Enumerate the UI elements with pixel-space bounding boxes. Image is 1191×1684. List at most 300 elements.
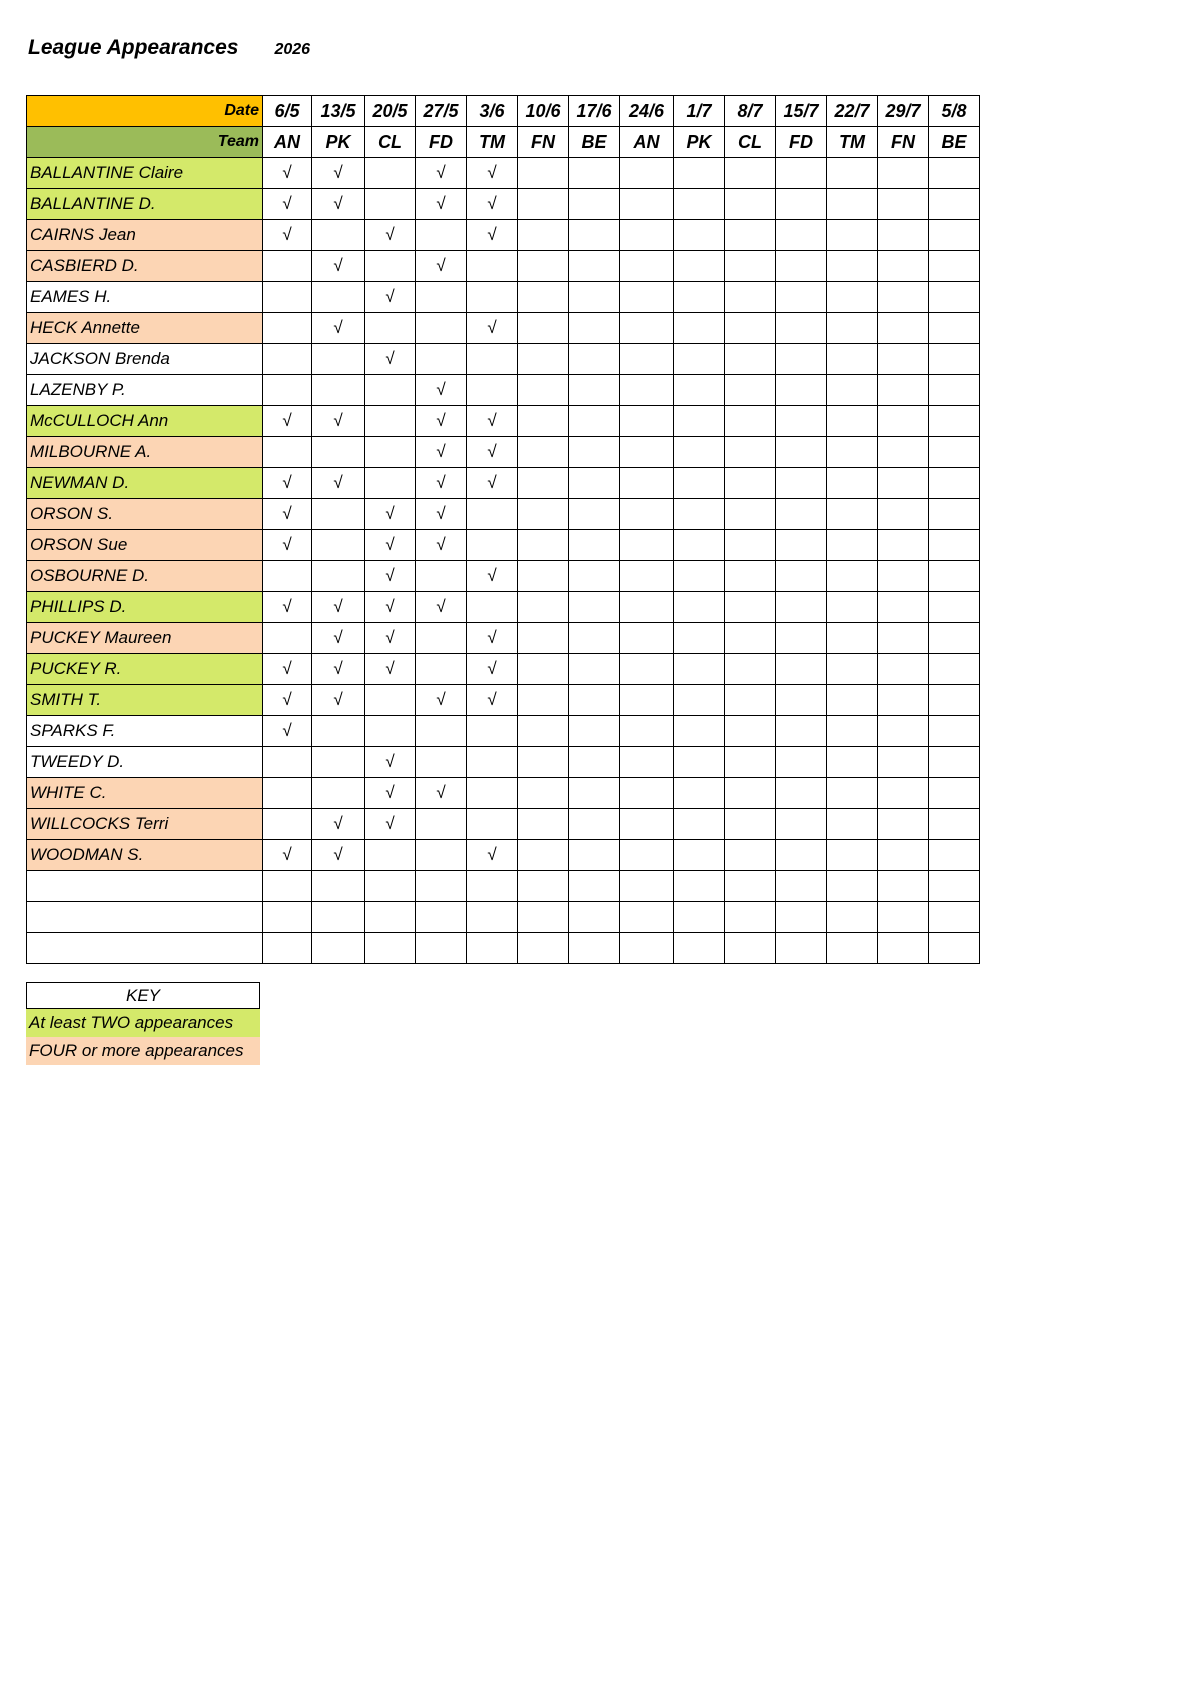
appearance-cell	[620, 654, 674, 685]
appearance-cell	[620, 282, 674, 313]
appearance-cell	[467, 716, 518, 747]
appearance-cell	[365, 189, 416, 220]
player-name: JACKSON Brenda	[27, 344, 263, 375]
appearance-cell	[569, 282, 620, 313]
appearance-cell	[312, 561, 365, 592]
appearance-cell	[674, 437, 725, 468]
appearance-cell	[878, 716, 929, 747]
appearance-cell	[827, 654, 878, 685]
table-row	[27, 189, 980, 220]
appearance-cell	[776, 499, 827, 530]
appearance-tick: √	[467, 313, 518, 344]
appearance-cell	[878, 840, 929, 871]
appearance-cell	[827, 282, 878, 313]
appearance-cell	[725, 716, 776, 747]
appearance-tick: √	[312, 189, 365, 220]
appearance-tick: √	[467, 840, 518, 871]
table-row	[27, 406, 980, 437]
appearance-cell	[365, 716, 416, 747]
appearance-cell	[878, 158, 929, 189]
appearance-cell	[878, 809, 929, 840]
appearance-cell	[878, 220, 929, 251]
appearance-tick: √	[416, 158, 467, 189]
appearance-cell	[776, 902, 827, 933]
team-cell: CL	[725, 127, 776, 158]
appearance-tick: √	[263, 654, 312, 685]
appearance-cell	[467, 375, 518, 406]
player-name: BALLANTINE Claire	[27, 158, 263, 189]
appearance-tick: √	[365, 592, 416, 623]
appearance-cell	[312, 716, 365, 747]
appearance-cell	[518, 468, 569, 499]
appearance-cell	[263, 871, 312, 902]
appearance-cell	[929, 220, 980, 251]
appearance-cell	[416, 840, 467, 871]
appearance-tick: √	[467, 468, 518, 499]
appearance-cell	[467, 499, 518, 530]
appearance-cell	[569, 158, 620, 189]
team-cell: AN	[263, 127, 312, 158]
team-cell: AN	[620, 127, 674, 158]
appearance-cell	[620, 437, 674, 468]
appearance-cell	[878, 933, 929, 964]
appearance-cell	[569, 623, 620, 654]
table-row	[27, 282, 980, 313]
appearance-cell	[776, 189, 827, 220]
appearance-cell	[416, 809, 467, 840]
appearance-cell	[569, 406, 620, 437]
appearance-cell	[569, 716, 620, 747]
table-row	[27, 499, 980, 530]
player-name: HECK Annette	[27, 313, 263, 344]
appearance-cell	[312, 437, 365, 468]
appearance-cell	[674, 654, 725, 685]
appearance-cell	[569, 437, 620, 468]
date-cell: 1/7	[674, 96, 725, 127]
appearance-cell	[569, 685, 620, 716]
appearance-cell	[725, 406, 776, 437]
appearance-cell	[467, 282, 518, 313]
team-cell: CL	[365, 127, 416, 158]
appearance-cell	[569, 592, 620, 623]
appearance-cell	[827, 716, 878, 747]
key-item-peach: FOUR or more appearances	[26, 1037, 260, 1065]
appearance-cell	[725, 933, 776, 964]
appearance-cell	[878, 530, 929, 561]
appearance-cell	[674, 282, 725, 313]
appearance-cell	[518, 282, 569, 313]
appearance-cell	[569, 778, 620, 809]
appearance-tick: √	[365, 778, 416, 809]
appearance-tick: √	[416, 437, 467, 468]
appearance-cell	[620, 468, 674, 499]
appearance-cell	[312, 344, 365, 375]
appearance-cell	[827, 251, 878, 282]
appearance-cell	[878, 499, 929, 530]
appearance-cell	[827, 499, 878, 530]
table-row	[27, 871, 980, 902]
appearance-cell	[776, 158, 827, 189]
appearance-tick: √	[416, 778, 467, 809]
date-cell: 8/7	[725, 96, 776, 127]
appearance-tick: √	[365, 530, 416, 561]
appearance-tick: √	[467, 220, 518, 251]
appearance-cell	[365, 685, 416, 716]
key-legend	[26, 982, 260, 1065]
appearance-cell	[263, 313, 312, 344]
appearances-table	[26, 95, 980, 964]
appearance-cell	[674, 375, 725, 406]
appearance-cell	[312, 747, 365, 778]
player-name	[27, 871, 263, 902]
appearance-cell	[725, 840, 776, 871]
appearance-cell	[416, 933, 467, 964]
player-name: McCULLOCH Ann	[27, 406, 263, 437]
appearance-cell	[929, 623, 980, 654]
appearance-cell	[365, 313, 416, 344]
appearance-tick: √	[263, 189, 312, 220]
appearance-cell	[569, 468, 620, 499]
appearance-cell	[827, 902, 878, 933]
player-name: ORSON S.	[27, 499, 263, 530]
appearance-cell	[365, 251, 416, 282]
appearance-cell	[929, 282, 980, 313]
appearance-cell	[929, 468, 980, 499]
appearance-cell	[674, 592, 725, 623]
appearance-cell	[569, 654, 620, 685]
appearance-cell	[312, 499, 365, 530]
appearance-cell	[827, 778, 878, 809]
appearance-cell	[827, 313, 878, 344]
appearance-cell	[929, 561, 980, 592]
appearance-cell	[674, 344, 725, 375]
appearance-tick: √	[312, 654, 365, 685]
appearance-cell	[365, 933, 416, 964]
appearance-cell	[620, 623, 674, 654]
appearance-cell	[878, 468, 929, 499]
appearance-cell	[878, 747, 929, 778]
team-cell: FN	[518, 127, 569, 158]
appearance-cell	[674, 933, 725, 964]
appearance-cell	[929, 685, 980, 716]
appearance-tick: √	[416, 685, 467, 716]
appearance-tick: √	[467, 437, 518, 468]
appearance-cell	[263, 747, 312, 778]
appearance-cell	[620, 902, 674, 933]
appearance-tick: √	[312, 840, 365, 871]
date-cell: 13/5	[312, 96, 365, 127]
appearance-cell	[827, 933, 878, 964]
appearance-cell	[467, 871, 518, 902]
appearance-cell	[878, 437, 929, 468]
appearance-cell	[827, 592, 878, 623]
appearance-cell	[827, 809, 878, 840]
date-cell: 3/6	[467, 96, 518, 127]
appearance-cell	[725, 344, 776, 375]
table-row	[27, 251, 980, 282]
appearance-tick: √	[312, 158, 365, 189]
appearance-cell	[929, 437, 980, 468]
appearance-cell	[725, 778, 776, 809]
appearance-cell	[620, 747, 674, 778]
appearance-cell	[725, 654, 776, 685]
appearance-cell	[620, 933, 674, 964]
appearance-tick: √	[467, 623, 518, 654]
table-row	[27, 902, 980, 933]
appearance-cell	[518, 685, 569, 716]
appearance-cell	[725, 592, 776, 623]
appearance-cell	[929, 406, 980, 437]
appearance-tick: √	[365, 344, 416, 375]
appearance-cell	[312, 902, 365, 933]
appearance-cell	[929, 530, 980, 561]
date-cell: 6/5	[263, 96, 312, 127]
player-name: EAMES H.	[27, 282, 263, 313]
player-name: MILBOURNE A.	[27, 437, 263, 468]
appearance-tick: √	[263, 158, 312, 189]
appearance-cell	[569, 747, 620, 778]
appearance-cell	[569, 375, 620, 406]
appearance-cell	[620, 313, 674, 344]
appearance-cell	[312, 220, 365, 251]
table-row	[27, 747, 980, 778]
appearance-cell	[929, 871, 980, 902]
appearance-cell	[416, 902, 467, 933]
team-cell: TM	[467, 127, 518, 158]
appearance-cell	[312, 933, 365, 964]
appearance-cell	[620, 251, 674, 282]
player-name: SPARKS F.	[27, 716, 263, 747]
appearance-cell	[725, 561, 776, 592]
appearance-cell	[674, 809, 725, 840]
appearance-cell	[467, 933, 518, 964]
appearance-cell	[569, 530, 620, 561]
appearance-cell	[263, 933, 312, 964]
appearance-cell	[569, 809, 620, 840]
appearance-cell	[878, 189, 929, 220]
appearance-cell	[518, 344, 569, 375]
appearance-cell	[878, 592, 929, 623]
appearance-cell	[569, 933, 620, 964]
appearance-cell	[467, 747, 518, 778]
season-year: 2026	[274, 41, 311, 58]
appearance-cell	[725, 375, 776, 406]
appearance-cell	[776, 747, 827, 778]
appearance-cell	[620, 809, 674, 840]
player-name: PHILLIPS D.	[27, 592, 263, 623]
appearance-cell	[416, 623, 467, 654]
player-name: OSBOURNE D.	[27, 561, 263, 592]
appearance-cell	[674, 406, 725, 437]
appearance-cell	[776, 623, 827, 654]
appearance-cell	[878, 375, 929, 406]
appearance-cell	[725, 747, 776, 778]
appearance-cell	[365, 437, 416, 468]
team-cell: PK	[674, 127, 725, 158]
appearance-cell	[365, 902, 416, 933]
date-label: Date	[27, 96, 263, 127]
appearance-cell	[518, 406, 569, 437]
date-cell: 5/8	[929, 96, 980, 127]
appearance-cell	[776, 716, 827, 747]
appearance-cell	[827, 468, 878, 499]
appearance-cell	[827, 406, 878, 437]
appearance-cell	[827, 220, 878, 251]
appearance-cell	[674, 871, 725, 902]
appearance-cell	[518, 313, 569, 344]
appearance-cell	[263, 282, 312, 313]
player-name	[27, 933, 263, 964]
appearance-tick: √	[312, 592, 365, 623]
appearance-cell	[518, 499, 569, 530]
appearance-tick: √	[263, 468, 312, 499]
appearance-tick: √	[263, 716, 312, 747]
appearance-tick: √	[312, 313, 365, 344]
appearance-cell	[827, 375, 878, 406]
appearance-cell	[929, 654, 980, 685]
appearance-cell	[263, 778, 312, 809]
table-row	[27, 809, 980, 840]
appearance-cell	[827, 158, 878, 189]
appearance-cell	[263, 375, 312, 406]
appearance-cell	[878, 871, 929, 902]
appearance-cell	[416, 220, 467, 251]
appearance-cell	[929, 375, 980, 406]
appearance-cell	[365, 468, 416, 499]
appearance-cell	[827, 530, 878, 561]
appearance-cell	[929, 902, 980, 933]
appearance-cell	[776, 778, 827, 809]
appearance-cell	[518, 778, 569, 809]
appearance-cell	[674, 158, 725, 189]
date-cell: 20/5	[365, 96, 416, 127]
player-name: CASBIERD D.	[27, 251, 263, 282]
appearance-cell	[776, 406, 827, 437]
appearance-cell	[776, 561, 827, 592]
appearance-cell	[620, 499, 674, 530]
appearance-cell	[263, 251, 312, 282]
appearance-cell	[725, 437, 776, 468]
appearance-cell	[725, 623, 776, 654]
team-cell: FD	[416, 127, 467, 158]
appearance-cell	[674, 840, 725, 871]
appearance-cell	[416, 282, 467, 313]
appearance-tick: √	[312, 251, 365, 282]
appearance-cell	[674, 685, 725, 716]
appearance-cell	[776, 840, 827, 871]
date-cell: 24/6	[620, 96, 674, 127]
appearance-cell	[929, 158, 980, 189]
appearance-cell	[674, 189, 725, 220]
team-cell: TM	[827, 127, 878, 158]
appearance-cell	[827, 747, 878, 778]
appearance-tick: √	[416, 251, 467, 282]
appearance-tick: √	[312, 623, 365, 654]
appearance-cell	[776, 344, 827, 375]
appearance-cell	[518, 530, 569, 561]
appearance-tick: √	[263, 685, 312, 716]
appearance-cell	[518, 840, 569, 871]
appearance-cell	[929, 251, 980, 282]
appearance-cell	[929, 313, 980, 344]
appearance-cell	[929, 344, 980, 375]
appearance-tick: √	[416, 468, 467, 499]
appearance-tick: √	[365, 623, 416, 654]
appearance-tick: √	[263, 530, 312, 561]
appearance-cell	[929, 716, 980, 747]
appearance-cell	[776, 468, 827, 499]
appearance-cell	[725, 530, 776, 561]
appearance-cell	[467, 778, 518, 809]
appearance-cell	[776, 437, 827, 468]
appearance-cell	[776, 220, 827, 251]
appearance-cell	[929, 840, 980, 871]
appearance-cell	[776, 313, 827, 344]
player-name: PUCKEY Maureen	[27, 623, 263, 654]
appearance-cell	[569, 344, 620, 375]
appearance-cell	[518, 220, 569, 251]
player-name: LAZENBY P.	[27, 375, 263, 406]
appearance-cell	[725, 220, 776, 251]
appearance-cell	[725, 685, 776, 716]
appearance-cell	[365, 406, 416, 437]
appearance-cell	[620, 344, 674, 375]
appearance-tick: √	[365, 282, 416, 313]
player-name: BALLANTINE D.	[27, 189, 263, 220]
appearance-cell	[878, 406, 929, 437]
appearance-cell	[620, 840, 674, 871]
appearance-tick: √	[263, 499, 312, 530]
appearance-cell	[518, 747, 569, 778]
appearance-tick: √	[263, 592, 312, 623]
appearance-cell	[827, 561, 878, 592]
appearance-tick: √	[365, 499, 416, 530]
appearance-cell	[312, 282, 365, 313]
table-row	[27, 685, 980, 716]
table-row	[27, 933, 980, 964]
appearance-cell	[776, 685, 827, 716]
appearance-cell	[827, 840, 878, 871]
appearance-cell	[725, 468, 776, 499]
date-cell: 29/7	[878, 96, 929, 127]
appearance-cell	[929, 778, 980, 809]
appearance-cell	[312, 530, 365, 561]
appearance-cell	[620, 220, 674, 251]
appearance-cell	[674, 220, 725, 251]
appearance-cell	[725, 158, 776, 189]
appearance-cell	[929, 189, 980, 220]
table-row	[27, 313, 980, 344]
date-cell: 27/5	[416, 96, 467, 127]
appearance-cell	[725, 499, 776, 530]
appearance-cell	[569, 189, 620, 220]
appearance-cell	[878, 344, 929, 375]
team-cell: BE	[929, 127, 980, 158]
appearance-cell	[620, 158, 674, 189]
appearance-cell	[929, 499, 980, 530]
appearance-tick: √	[416, 375, 467, 406]
appearance-cell	[878, 778, 929, 809]
appearance-tick: √	[416, 406, 467, 437]
appearance-cell	[827, 189, 878, 220]
table-row	[27, 840, 980, 871]
appearance-cell	[827, 685, 878, 716]
appearance-cell	[365, 375, 416, 406]
appearance-cell	[620, 406, 674, 437]
appearance-cell	[518, 251, 569, 282]
appearance-cell	[263, 344, 312, 375]
appearance-tick: √	[312, 406, 365, 437]
